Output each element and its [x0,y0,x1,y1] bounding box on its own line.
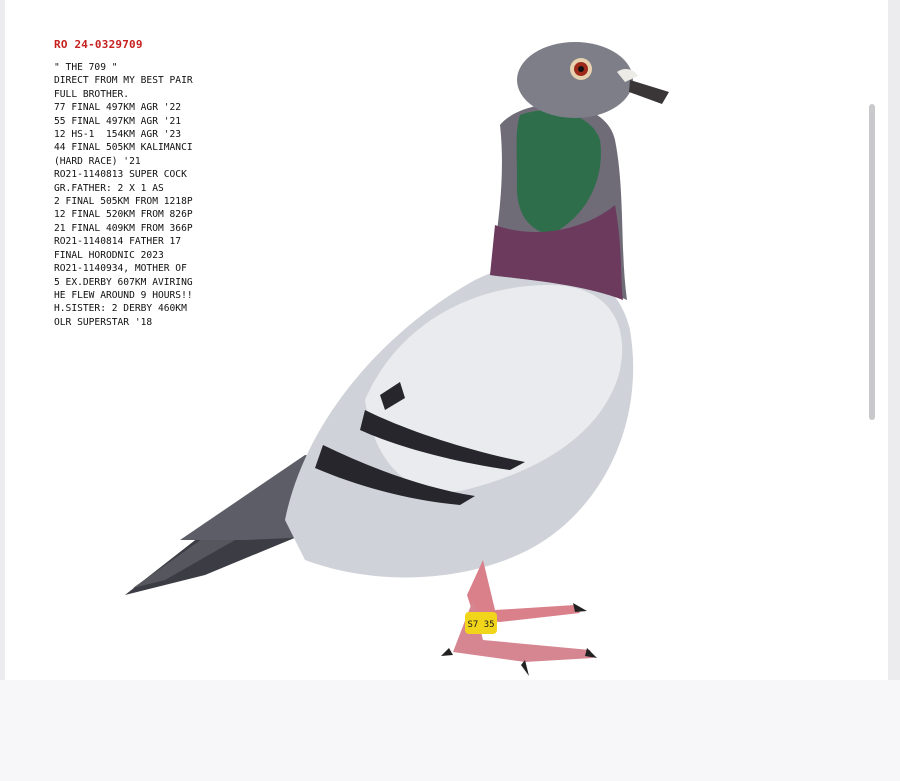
pedigree-line: 12 FINAL 520KM FROM 826P [54,209,193,221]
image-viewer[interactable] [5,0,888,680]
pedigree-line: FULL BROTHER. [54,88,130,100]
claw-4 [441,648,453,656]
pedigree-line: (HARD RACE) '21 [54,155,141,167]
claw-3 [521,660,529,676]
pedigree-line: 12 HS-1 154KM AGR '23 [54,129,182,141]
pedigree-line: 44 FINAL 505KM KALIMANCI [54,142,193,154]
pedigree-line: H.SISTER: 2 DERBY 460KM [54,303,187,315]
beak [629,80,669,104]
ring-id-heading: RO 24-0329709 [54,38,143,51]
pedigree-line: FINAL HORODNIC 2023 [54,249,164,261]
pedigree-line: RO21-1140813 SUPER COCK [54,169,187,181]
pedigree-line: OLR SUPERSTAR '18 [54,316,153,328]
pedigree-line: RO21-1140814 FATHER 17 [54,236,182,248]
pedigree-line: 55 FINAL 497KM AGR '21 [54,115,182,127]
pedigree-line: GR.FATHER: 2 X 1 AS [54,182,164,194]
claw-1 [573,603,587,612]
pedigree-line: DIRECT FROM MY BEST PAIR [54,75,193,87]
right-frame [888,0,900,680]
pedigree-line: 2 FINAL 505KM FROM 1218P [54,196,193,208]
pedigree-text-block [54,38,254,329]
pedigree-line: RO21-1140934, MOTHER OF [54,263,187,275]
leg-ring-text: S7 35 [467,620,495,630]
pedigree-line: 5 EX.DERBY 607KM AVIRING [54,276,193,288]
pedigree-line: 21 FINAL 409KM FROM 366P [54,222,193,234]
eye-pupil [578,66,584,72]
pedigree-line: " THE 709 " [54,62,118,73]
pedigree-line: 77 FINAL 497KM AGR '22 [54,102,182,114]
head [517,42,633,118]
vertical-scrollbar[interactable] [869,104,875,420]
pedigree-line: HE FLEW AROUND 9 HOURS!! [54,289,193,301]
bottom-blank-area [0,680,900,781]
